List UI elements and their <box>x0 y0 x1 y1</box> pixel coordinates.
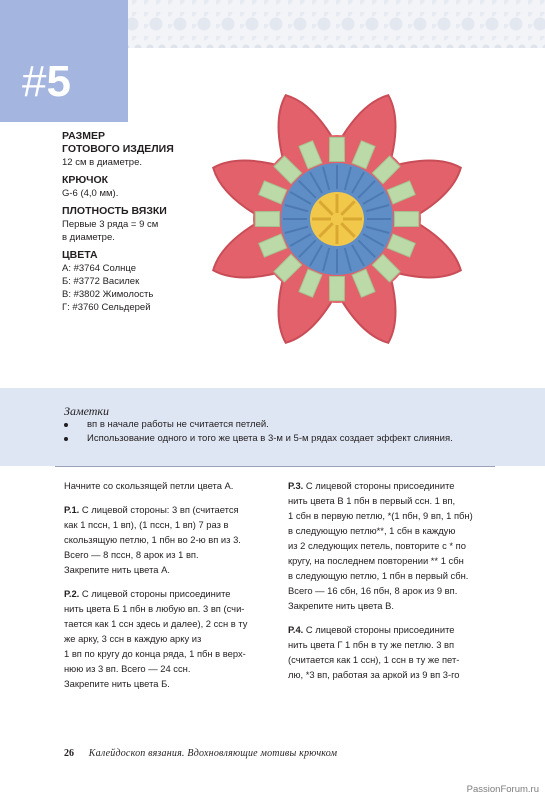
notes-title: Заметки <box>64 404 110 418</box>
row-label: Р.1. <box>64 504 80 515</box>
page-number: 26 <box>64 748 74 759</box>
instruction-paragraph: Р.1. С лицевой стороны: 3 вп (считается как 1 пссн, 1 вп), (1 пссн, 1 вп) 7 раз в скользящую петлю, 1 пбн во 2-ю вп из 3. Всего — 8 пссн, 8 арок из 1 вп. Закрепите нить цвета А. <box>64 504 241 575</box>
spec-heading: ЦВЕТА <box>62 249 98 261</box>
spec-heading: РАЗМЕР ГОТОВОГО ИЗДЕЛИЯ <box>62 130 174 155</box>
green-stitch-block <box>255 211 279 226</box>
green-stitch-block <box>395 211 419 226</box>
section-divider <box>55 466 495 467</box>
pattern-number: #5 <box>22 57 71 106</box>
green-stitch-block <box>329 137 344 161</box>
instructions-right-column <box>288 478 503 691</box>
book-title: Калейдоскоп вязания. Вдохновляющие мотивы крючком <box>88 748 338 759</box>
pattern-specs <box>62 130 212 319</box>
site-watermark: PassionForum.ru <box>466 784 539 795</box>
spec-value: 12 см в диаметре. <box>62 157 143 168</box>
green-stitch-block <box>329 277 344 301</box>
note-item: вп в начале работы не считается петлей. <box>64 418 453 432</box>
instruction-paragraph: Начните со скользящей петли цвета А. <box>64 480 234 491</box>
row-label: Р.3. <box>288 480 304 491</box>
spec-value: А: #3764 Солнце Б: #3772 Василек В: #3802 Жимолость Г: #3760 Сельдерей <box>62 263 154 313</box>
row-label: Р.2. <box>64 588 80 599</box>
instruction-paragraph: Р.3. С лицевой стороны присоедините нить цвета В 1 пбн в первый ссн. 1 вп, 1 сбн в первую петлю, *(1 пбн, 9 вп, 1 пбн) в следующую петлю**, 1 сбн в каждую из 2 следующих петель, повторите с * по кругу, на последнем повторении ** 1 сбн в следующую петлю, 1 пбн в первый сбн. Всего — 16 сбн, 16 пбн, 8 арок из 9 вп. Закрепите нить цвета В. <box>288 480 473 611</box>
instruction-paragraph: Р.2. С лицевой стороны присоедините нить цвета Б 1 пбн в любую вп. 3 вп (счи- тается как 1 ссн здесь и далее), 2 ссн в ту же арку, 3 ссн в каждую арку из 1 вп по кругу до конца ряда, 1 пбн в верх- нюю из 3 вп. Всего — 24 ссн. Закрепите нить цвета Б. <box>64 588 248 689</box>
instruction-paragraph: Р.4. С лицевой стороны присоедините нить цвета Г 1 пбн в ту же петлю. 3 вп (считается как 1 ссн), 1 ссн в ту же пет- лю, *3 вп, работая за аркой из 9 вп 3-го <box>288 624 460 680</box>
pattern-number-block <box>0 0 128 122</box>
spec-heading: ПЛОТНОСТЬ ВЯЗКИ <box>62 205 167 217</box>
spec-heading: КРЮЧОК <box>62 174 109 186</box>
crochet-flower-icon <box>200 82 474 356</box>
notes-list <box>64 418 453 446</box>
spec-value: Первые 3 ряда = 9 см в диаметре. <box>62 219 159 243</box>
notes-panel <box>0 388 545 466</box>
instructions-left-column <box>64 478 279 700</box>
note-item: Использование одного и того же цвета в 3-м и 5-м рядах создает эффект слияния. <box>64 432 453 446</box>
row-label: Р.4. <box>288 624 304 635</box>
spec-value: G-6 (4,0 мм). <box>62 188 119 199</box>
page-footer <box>64 748 337 759</box>
